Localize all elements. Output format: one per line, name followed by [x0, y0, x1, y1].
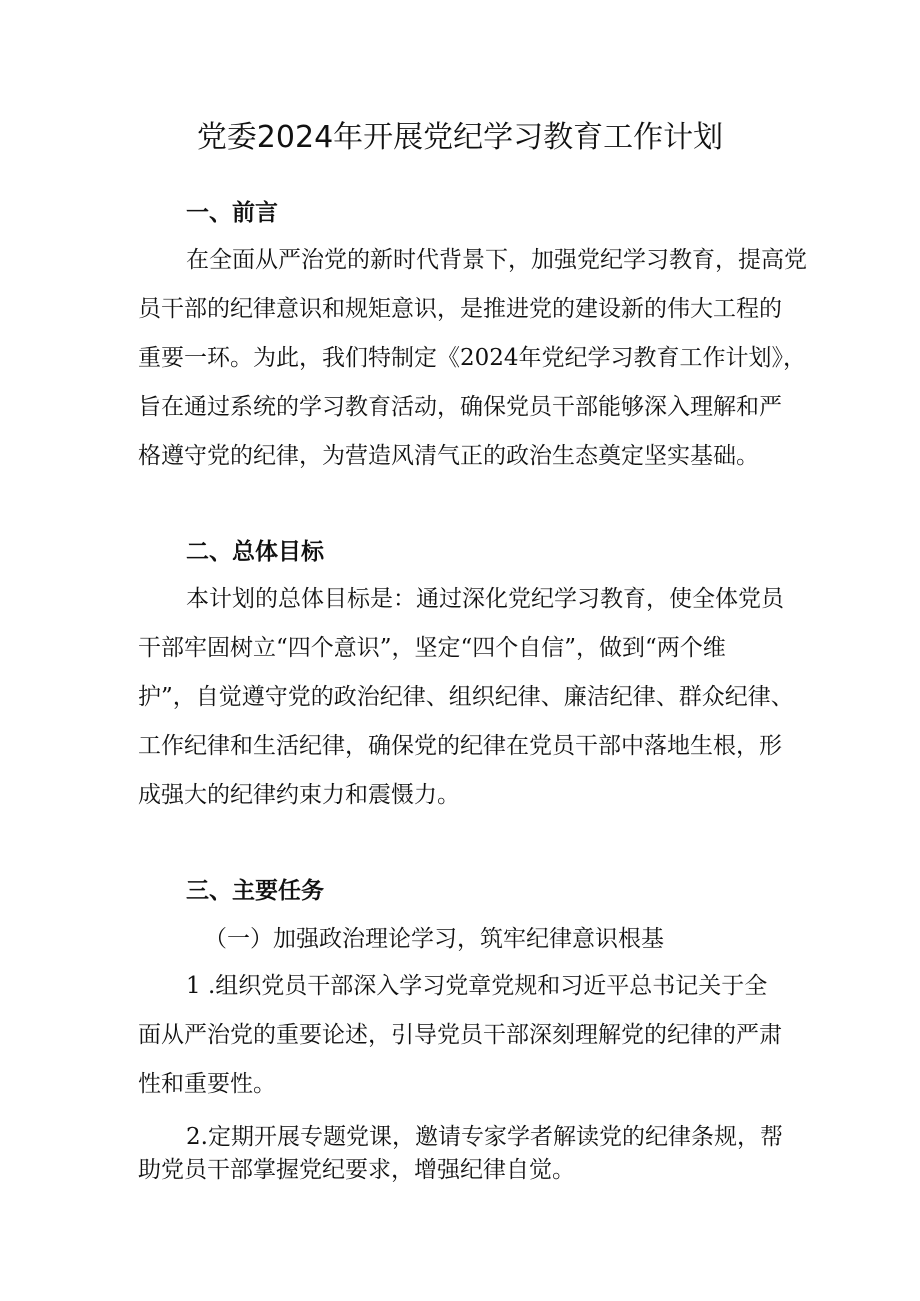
- list-item-line: 面从严治党的重要论述，引导党员干部深刻理解党的纪律的严肃: [138, 1022, 782, 1048]
- paragraph-line: 格遵守党的纪律，为营造风清气正的政治生态奠定坚实基础。: [138, 443, 759, 469]
- list-item-line: 1 .组织党员干部深入学习党章党规和习近平总书记关于全: [186, 973, 768, 999]
- paragraph-line: 成强大的纪律约束力和震慑力。: [138, 782, 460, 808]
- paragraph-line: 旨在通过系统的学习教育活动，确保党员干部能够深入理解和严: [138, 394, 782, 420]
- section-heading-preface: 一、前言: [186, 200, 278, 226]
- section-heading-tasks: 三、主要任务: [186, 878, 324, 904]
- list-item-line: 2.定期开展专题党课，邀请专家学者解读党的纪律条规，帮: [186, 1124, 783, 1150]
- list-item-line: 性和重要性。: [138, 1071, 276, 1097]
- section-heading-goals: 二、总体目标: [186, 539, 324, 565]
- paragraph-line: 重要一环。为此，我们特制定《2024年党纪学习教育工作计划》，: [138, 345, 807, 371]
- subheading: （一）加强政治理论学习，筑牢纪律意识根基: [204, 926, 664, 952]
- paragraph-line: 干部牢固树立“四个意识”，坚定“四个自信”，做到“两个维: [138, 635, 726, 661]
- paragraph-line: 护”，自觉遵守党的政治纪律、组织纪律、廉洁纪律、群众纪律、: [138, 684, 794, 710]
- paragraph-line: 在全面从严治党的新时代背景下，加强党纪学习教育，提高党: [186, 247, 807, 273]
- paragraph-line: 本计划的总体目标是：通过深化党纪学习教育，使全体党员: [186, 586, 784, 612]
- paragraph-line: 工作纪律和生活纪律，确保党的纪律在党员干部中落地生根，形: [138, 733, 782, 759]
- list-item-line: 助党员干部掌握党纪要求，增强纪律自觉。: [138, 1157, 575, 1183]
- document-title: 党委2024年开展党纪学习教育工作计划: [196, 120, 724, 155]
- paragraph-line: 员干部的纪律意识和规矩意识，是推进党的建设新的伟大工程的: [138, 296, 782, 322]
